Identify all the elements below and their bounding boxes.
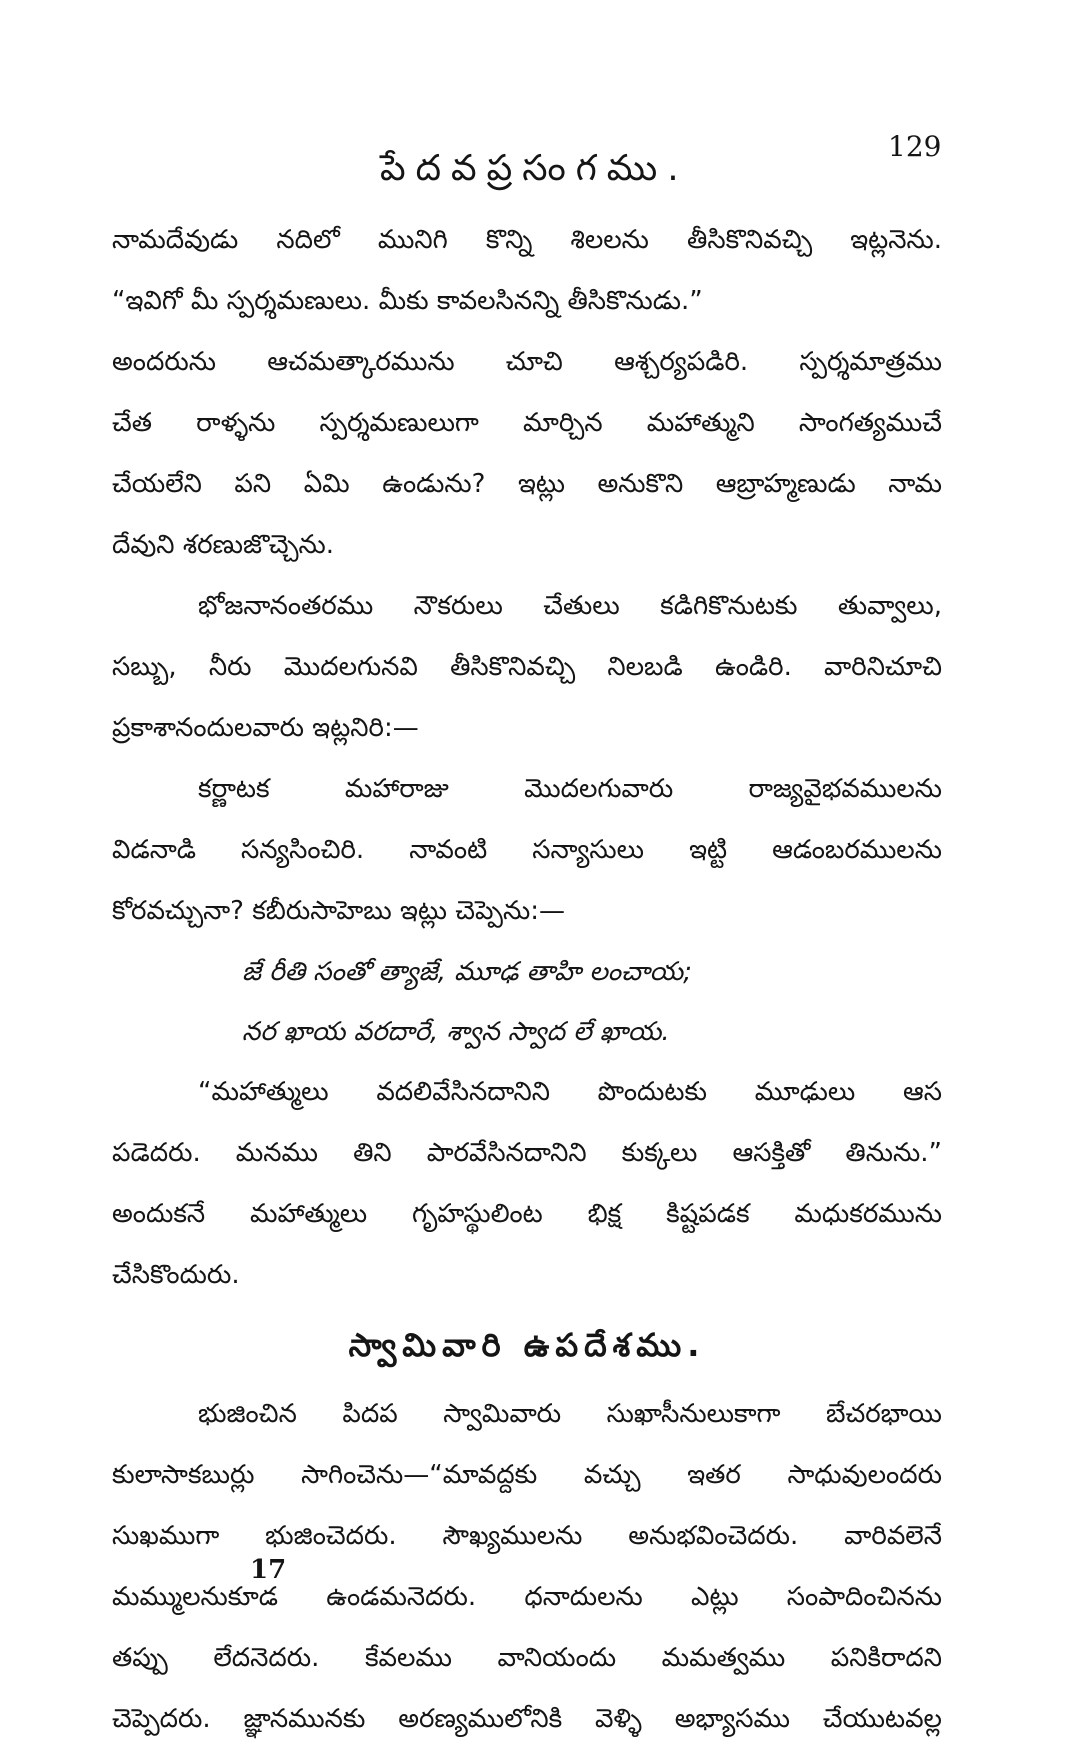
text-line: భోజనానంతరము నౌకరులు చేతులు కడిగికొనుటకు తువ్వాలు,: [198, 591, 942, 621]
text-line: చెప్పెదరు. జ్ఞానమునకు అరణ్యములోనికి వెళ్ళి అభ్యాసము చేయుటవల్ల: [112, 1704, 942, 1734]
text-line: చేసికొందురు.: [112, 1260, 240, 1290]
text-line: దేవుని శరణుజొచ్చెను.: [112, 530, 335, 560]
signature-mark: 17: [250, 1555, 287, 1585]
verse-line: జే రీతి సంతో త్యాజే, మూఢ తాహి లంచాయ;: [242, 957, 692, 987]
body-text: [112, 210, 942, 1750]
text-line: “ఇవిగో మీ స్పర్శమణులు. మీకు కావలసినన్ని తీసికొనుడు.”: [112, 286, 703, 316]
text-line: కోరవచ్చునా? కబీరుసాహెబు ఇట్లు చెప్పెను:—: [112, 896, 565, 926]
text-line: విడనాడి సన్యసించిరి. నావంటి సన్యాసులు ఇట్టి ఆడంబరములను: [112, 835, 942, 865]
verse-block: [112, 942, 942, 1062]
verse-line: నర ఖాయ వరదారే, శ్వాన స్వాద లే ఖాయ.: [242, 1017, 670, 1047]
text-line: సుఖముగా భుజించెదరు. సౌఖ్యములను అనుభవించెదరు. వారివలెనే: [112, 1521, 942, 1551]
text-line: సబ్బు, నీరు మొదలగునవి తీసికొనివచ్చి నిలబడి ఉండిరి. వారినిచూచి: [112, 652, 942, 682]
text-line: “మహాత్ములు వదలివేసినదానిని పొందుటకు మూఢులు ఆస: [198, 1077, 942, 1107]
running-header: పేదవప్రసంగము.: [380, 148, 689, 189]
text-line: అందరును ఆచమత్కారమును చూచి ఆశ్చర్యపడిరి. స్పర్శమాత్రము: [112, 347, 942, 377]
paragraph: [112, 210, 942, 576]
paragraph: [112, 759, 942, 942]
text-line: చేత రాళ్ళను స్పర్శమణులుగా మార్చిన మహాత్ముని సాంగత్యముచే: [112, 408, 942, 438]
paragraph: [112, 1062, 942, 1306]
text-line: నామదేవుడు నదిలో మునిగి కొన్ని శిలలను తీసికొనివచ్చి ఇట్లనెను.: [112, 225, 942, 255]
text-line: మమ్ములనుకూడ ఉండమనెదరు. ధనాదులను ఎట్లు సంపాదించినను: [112, 1582, 942, 1612]
section-heading: స్వామివారి ఉపదేశము.: [348, 1326, 706, 1364]
text-line: చేయలేని పని ఏమి ఉండును? ఇట్లు అనుకొని ఆబ్రాహ్మణుడు నామ: [112, 469, 942, 499]
text-line: భుజించిన పిదప స్వామివారు సుఖాసీనులుకాగా బేచరభాయి: [198, 1399, 942, 1429]
text-line: కర్ణాటక మహారాజు మొదలగువారు రాజ్యవైభవములను: [198, 774, 942, 804]
paragraph: [112, 1384, 942, 1750]
text-line: కులాసాకబుర్లు సాగించెను—“మావద్దకు వచ్చు ఇతర సాధువులందరు: [112, 1460, 942, 1490]
text-line: అందుకనే మహాత్ములు గృహస్థులింట భిక్ష కిష్టపడక మధుకరమును: [112, 1199, 942, 1229]
text-line: తప్పు లేదనెదరు. కేవలము వానియందు మమత్వము పనికిరాదని: [112, 1643, 942, 1673]
page-number: 129: [888, 130, 942, 163]
text-line: ప్రకాశానందులవారు ఇట్లనిరి:—: [112, 713, 419, 743]
text-line: పడెదరు. మనము తిని పారవేసినదానిని కుక్కలు ఆసక్తితో తినును.”: [112, 1138, 942, 1168]
paragraph: [112, 576, 942, 759]
